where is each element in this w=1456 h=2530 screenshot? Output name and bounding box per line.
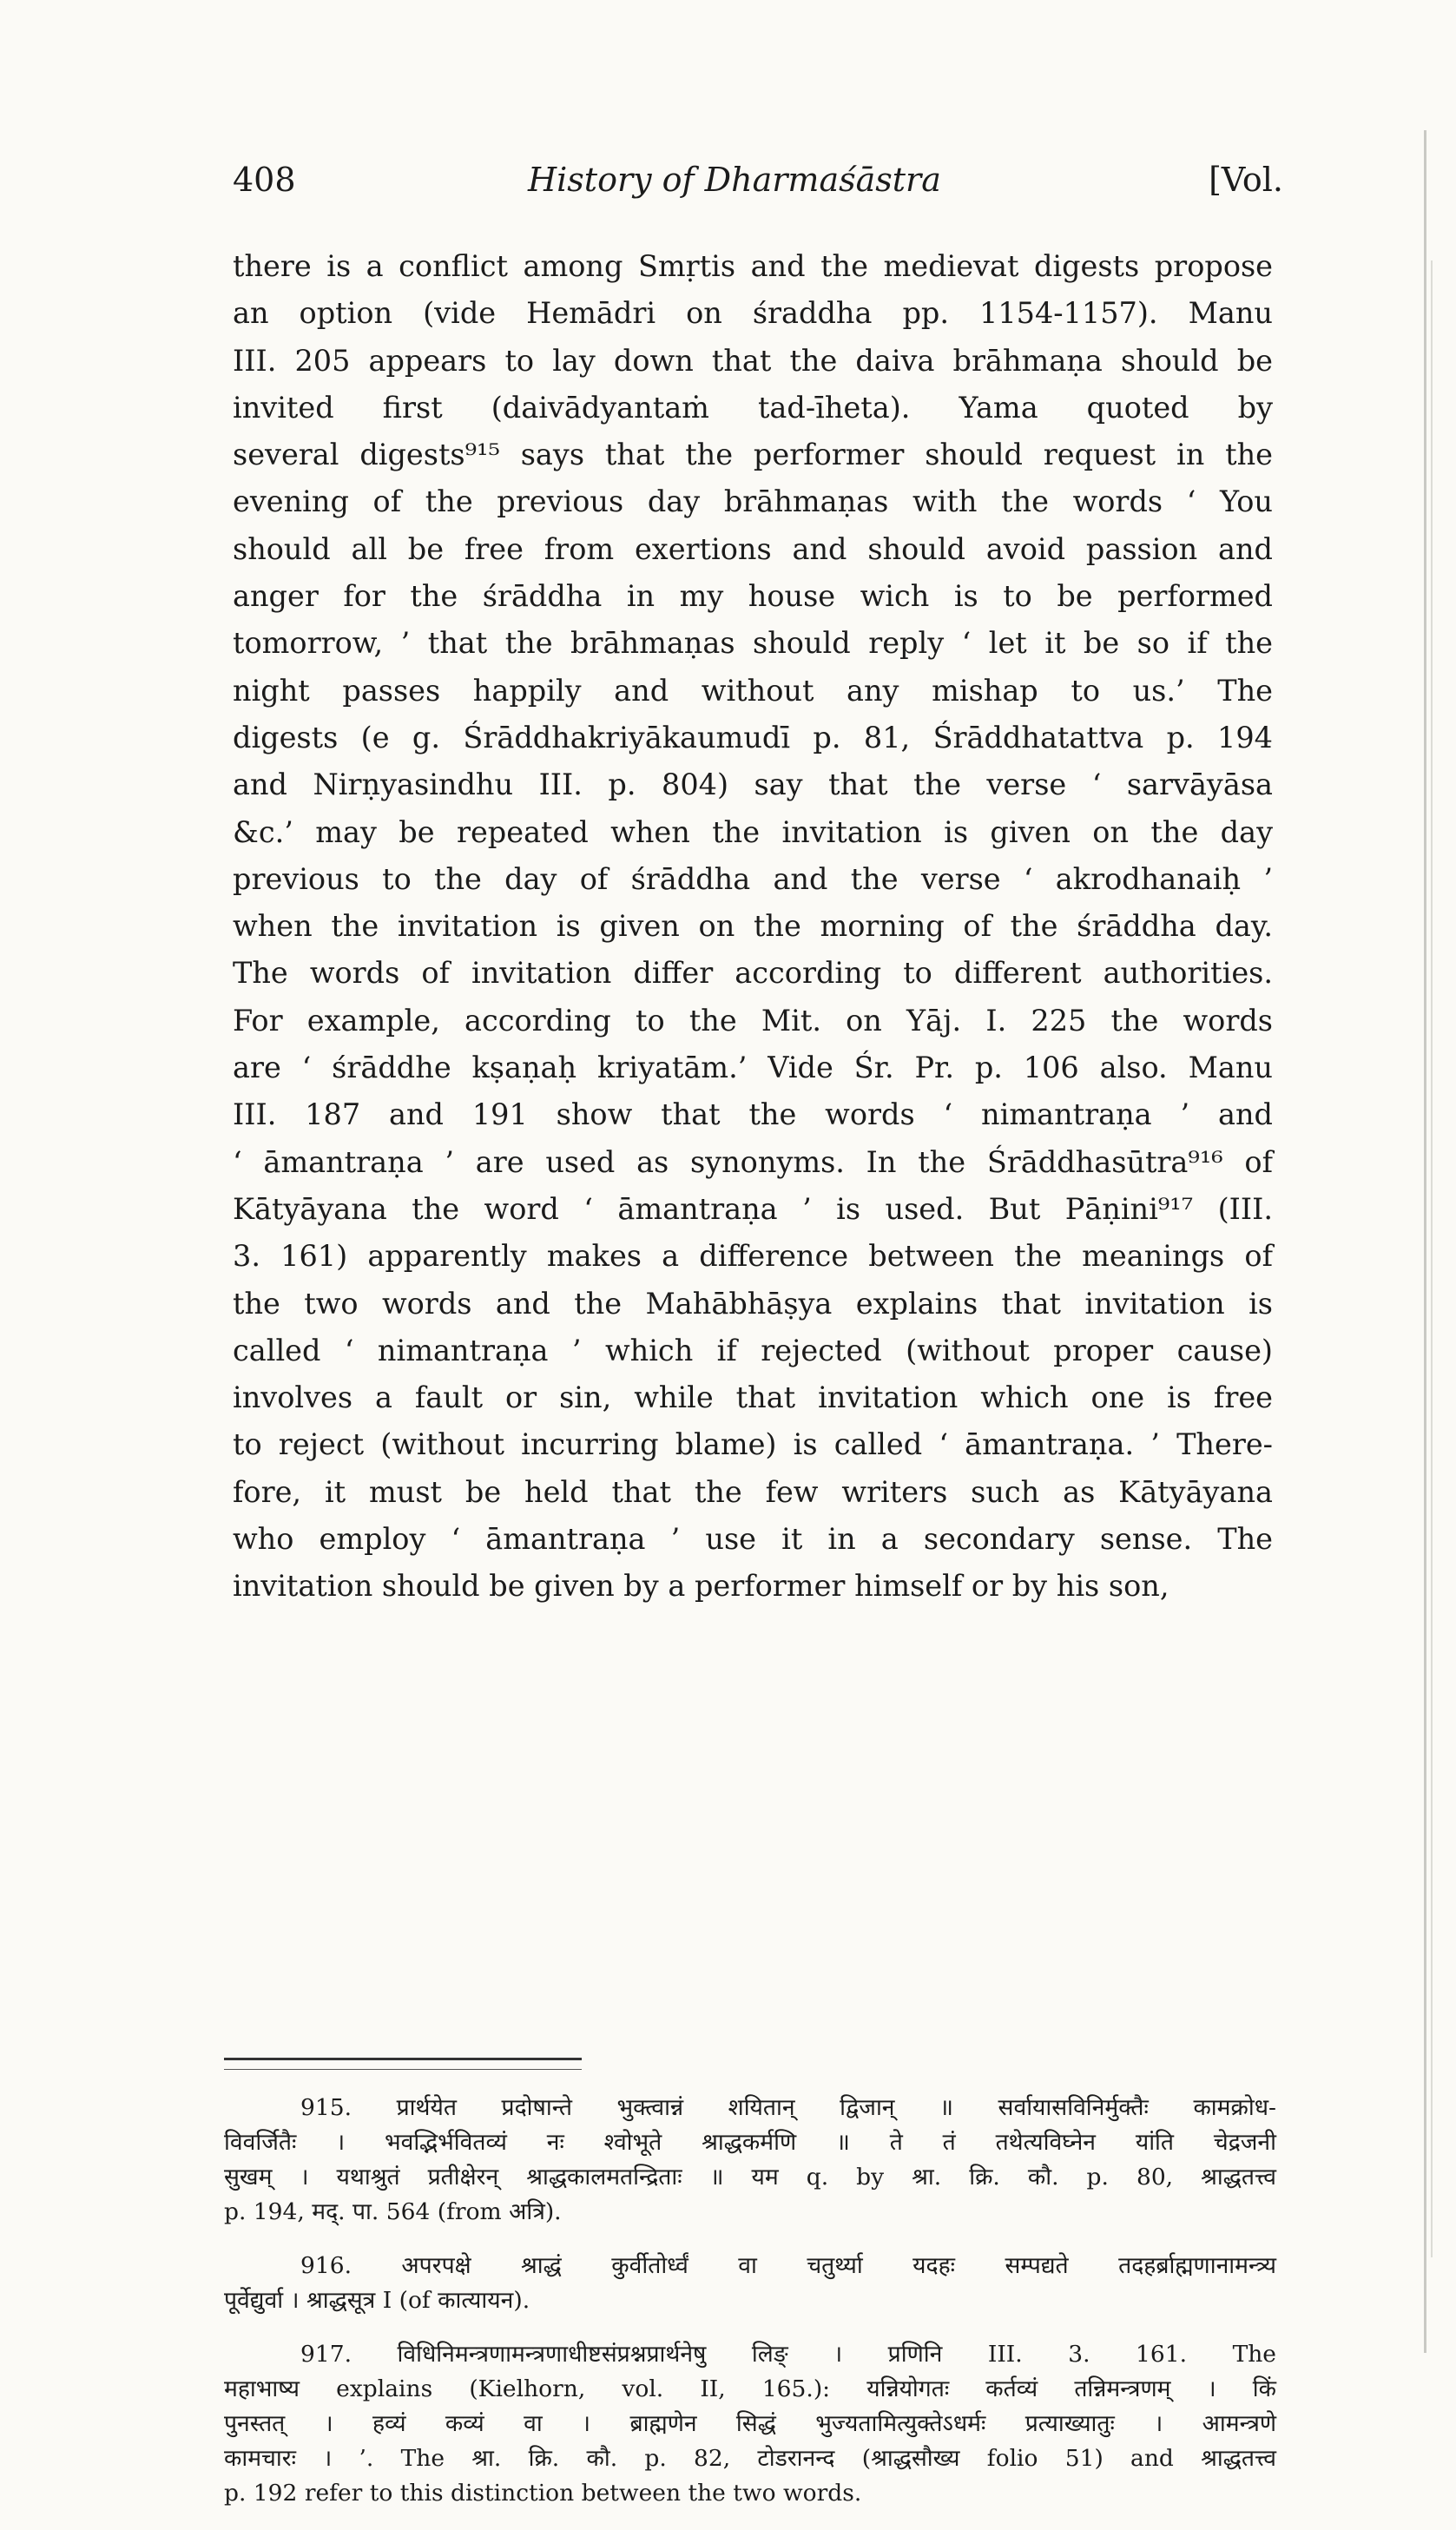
body-line: The words of invitation differ according to different authorities. [233, 956, 1273, 991]
right-margin-line [1431, 260, 1433, 2257]
body-line: III. 187 and 191 show that the words ‘ nimantraṇa ’ and [233, 1097, 1273, 1132]
body-line: invitation should be given by a performer himself or by his son, [233, 1569, 1169, 1604]
body-line: evening of the previous day brāhmaṇas with the words ‘ You [233, 484, 1273, 519]
footnote-line: सुखम् । यथाश्रुतं प्रतीक्षेरन् श्राद्धकालमतन्द्रिताः ॥ यम q. by श्रा. क्रि. कौ. p. 80, श्राद्धतत्त्व [224, 2164, 1276, 2191]
footnotes [224, 2091, 1276, 2530]
body-line: night passes happily and without any mishap to us.’ The [233, 673, 1273, 708]
volume-label: [Vol. [1209, 161, 1283, 199]
body-line: involves a fault or sin, while that invitation which one is free [233, 1380, 1273, 1415]
body-line: should all be free from exertions and should avoid passion and [233, 531, 1273, 566]
body-line: tomorrow, ’ that the brāhmaṇas should reply ‘ let it be so if the [233, 626, 1273, 661]
body-line: fore, it must be held that the few writers such as Kātyāyana [233, 1474, 1273, 1509]
body-line: the two words and the Mahābhāṣya explains that invitation is [233, 1286, 1273, 1321]
body-line: to reject (without incurring blame) is called ‘ āmantraṇa. ’ There- [233, 1427, 1273, 1462]
footnote-line: p. 192 refer to this distinction between the two words. [224, 2480, 862, 2507]
footnote-divider [224, 2058, 582, 2070]
footnote-line: कामचारः । ’. The श्रा. क्रि. कौ. p. 82, टोडरानन्द (श्राद्धसौख्य folio 51) and श्राद्धतत्त्व [224, 2445, 1276, 2472]
body-line: there is a conflict among Smṛtis and the medievat digests propose [233, 249, 1273, 283]
footnote-line: पुनस्तत् । हव्यं कव्यं वा । ब्राह्मणेन सिद्धं भुज्यतामित्युक्तेऽधर्मः प्रत्याख्यातुः । आमन्त्रणे [224, 2410, 1276, 2437]
page-number: 408 [233, 161, 296, 199]
body-line: who employ ‘ āmantraṇa ’ use it in a secondary sense. The [233, 1522, 1273, 1557]
body-line: For example, according to the Mit. on Yāj. I. 225 the words [233, 1003, 1273, 1038]
body-line: digests (e g. Śrāddhakriyākaumudī p. 81, Śrāddhatattva p. 194 [233, 720, 1273, 754]
body-line: and Nirṇyasindhu III. p. 804) say that the verse ‘ sarvāyāsa [233, 768, 1273, 802]
footnote-916 [224, 2249, 1276, 2318]
footnote-915 [224, 2091, 1276, 2230]
body-line: III. 205 appears to lay down that the daiva brāhmaṇa should be [233, 343, 1273, 378]
body-line: invited first (daivādyantaṁ tad-īheta). Yama quoted by [233, 390, 1273, 425]
footnote-line: महाभाष्य explains (Kielhorn, vol. II, 165.): यन्नियोगतः कर्तव्यं तन्निमन्त्रणम् । किं [224, 2375, 1276, 2402]
body-line: are ‘ śrāddhe kṣaṇaḥ kriyatām.’ Vide Śr. Pr. p. 106 also. Manu [233, 1051, 1273, 1085]
footnote-line: विवर्जितैः । भवद्भिर्भवितव्यं नः श्वोभूते श्राद्धकर्मणि ॥ ते तं तथेत्यविघ्नेन यांति चेद्रजनी [224, 2129, 1276, 2156]
footnote-line: p. 194, मद्. पा. 564 (from अत्रि). [224, 2198, 562, 2225]
body-line: when the invitation is given on the morning of the śrāddha day. [233, 909, 1273, 944]
body-line: previous to the day of śrāddha and the verse ‘ akrodhanaiḥ ’ [233, 861, 1273, 896]
body-line: anger for the śrāddha in my house wich is to be performed [233, 579, 1273, 614]
body-line: Kātyāyana the word ‘ āmantraṇa ’ is used. But Pāṇini⁹¹⁷ (III. [233, 1191, 1273, 1226]
footnote-line: पूर्वेद्युर्वा । श्राद्धसूत्र I (of कात्यायन). [224, 2287, 530, 2314]
footnote-line: 917. विधिनिमन्त्रणामन्त्रणाधीष्टसंप्रश्नप्रार्थनेषु लिङ् । प्रणिनि III. 3. 161. The [300, 2341, 1276, 2368]
body-line: an option (vide Hemādri on śraddha pp. 1154-1157). Manu [233, 296, 1273, 331]
body-line: called ‘ nimantraṇa ’ which if rejected (without proper cause) [233, 1333, 1273, 1367]
footnote-line: 915. प्रार्थयेत प्रदोषान्ते भुक्त्वान्नं शयितान् द्विजान् ॥ सर्वायासविनिर्मुक्तैः कामक्रोध- [300, 2094, 1276, 2121]
body-line: ‘ āmantraṇa ’ are used as synonyms. In the Śrāddhasūtra⁹¹⁶ of [233, 1144, 1273, 1179]
body-line: several digests⁹¹⁵ says that the performer should request in the [233, 438, 1273, 472]
footnote-line: 916. अपरपक्षे श्राद्धं कुर्वीतोर्ध्वं वा चतुर्थ्या यदहः सम्पद्यते तदहर्ब्राह्मणानामन्त्र्य [300, 2252, 1276, 2279]
body-line: &c.’ may be repeated when the invitation is given on the day [233, 814, 1273, 849]
body-line: 3. 161) apparently makes a difference between the meanings of [233, 1239, 1273, 1274]
footnote-917 [224, 2337, 1276, 2511]
page-header [233, 161, 1283, 213]
running-title: History of Dharmaśāstra [528, 161, 941, 199]
body-text [233, 243, 1273, 1611]
right-margin-line [1424, 130, 1426, 2353]
